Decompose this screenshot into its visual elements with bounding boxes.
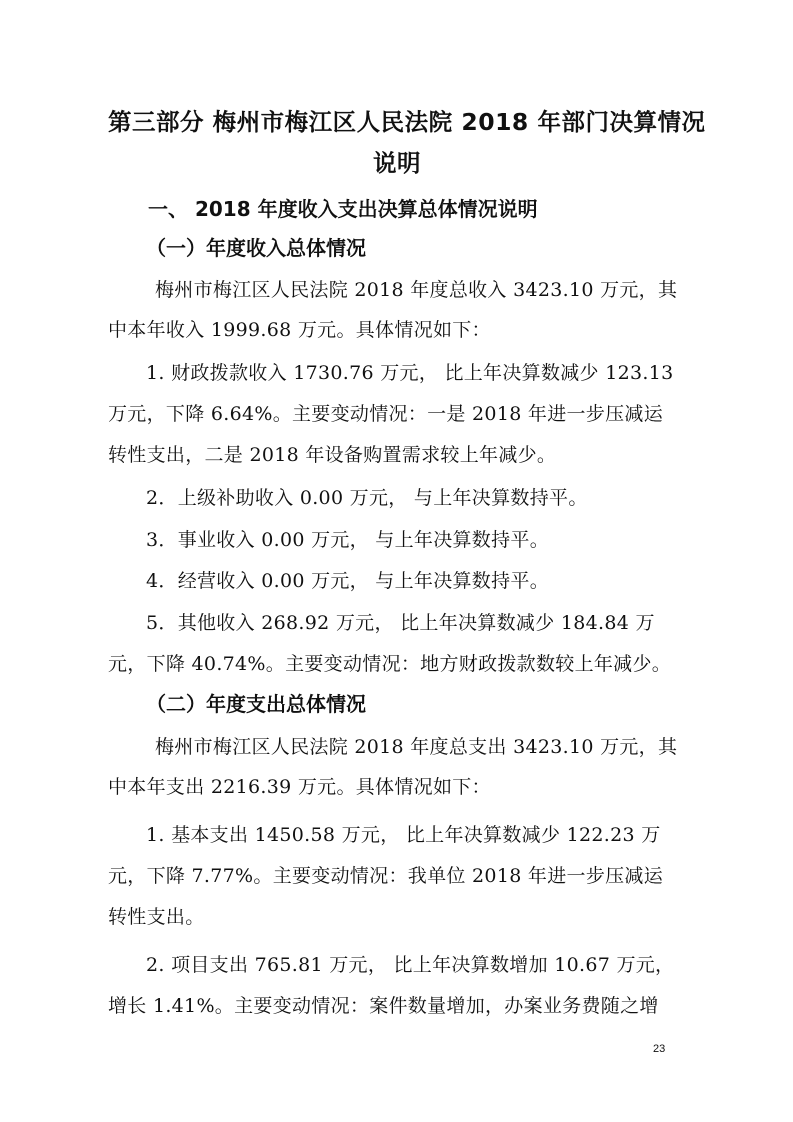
expense-item1-line3: 转性支出。 [108, 906, 205, 928]
subheading-income: （一）年度收入总体情况 [146, 236, 366, 260]
income-item1-line1: 1. 财政拨款收入 1730.76 万元， 比上年决算数减少 123.13 [146, 362, 674, 384]
income-intro-line2: 中本年收入 1999.68 万元。具体情况如下： [108, 319, 491, 341]
doc-title-line2: 说明 [373, 149, 421, 177]
expense-item2-line2: 增长 1.41%。主要变动情况：案件数量增加，办案业务费随之增 [108, 995, 659, 1017]
doc-title-line1: 第三部分 梅州市梅江区人民法院 2018 年部门决算情况 [108, 108, 706, 136]
section-heading-overview: 一、 2018 年度收入支出决算总体情况说明 [148, 197, 538, 221]
page-number: 23 [653, 1043, 666, 1055]
expense-intro-line2: 中本年支出 2216.39 万元。具体情况如下： [108, 776, 491, 798]
expense-item1-line1: 1. 基本支出 1450.58 万元， 比上年决算数减少 122.23 万 [146, 824, 661, 846]
income-item5-line1: 5．其他收入 268.92 万元， 比上年决算数减少 184.84 万 [146, 612, 655, 634]
expense-item1-line2: 元，下降 7.77%。主要变动情况：我单位 2018 年进一步压减运 [108, 865, 664, 887]
income-item5-line2: 元，下降 40.74%。主要变动情况：地方财政拨款数较上年减少。 [108, 653, 672, 675]
expense-intro-line1: 梅州市梅江区人民法院 2018 年度总支出 3423.10 万元，其 [155, 736, 678, 758]
income-item1-line2: 万元，下降 6.64%。主要变动情况：一是 2018 年进一步压减运 [108, 403, 664, 425]
expense-item2-line1: 2. 项目支出 765.81 万元， 比上年决算数增加 10.67 万元， [146, 954, 675, 976]
income-intro-line1: 梅州市梅江区人民法院 2018 年度总收入 3423.10 万元，其 [155, 279, 678, 301]
subheading-expense: （二）年度支出总体情况 [146, 692, 366, 716]
income-item4: 4．经营收入 0.00 万元， 与上年决算数持平。 [146, 570, 550, 592]
income-item1-line3: 转性支出，二是 2018 年设备购置需求较上年减少。 [108, 444, 557, 466]
income-item2: 2．上级补助收入 0.00 万元， 与上年决算数持平。 [146, 487, 588, 509]
income-item3: 3．事业收入 0.00 万元， 与上年决算数持平。 [146, 529, 550, 551]
